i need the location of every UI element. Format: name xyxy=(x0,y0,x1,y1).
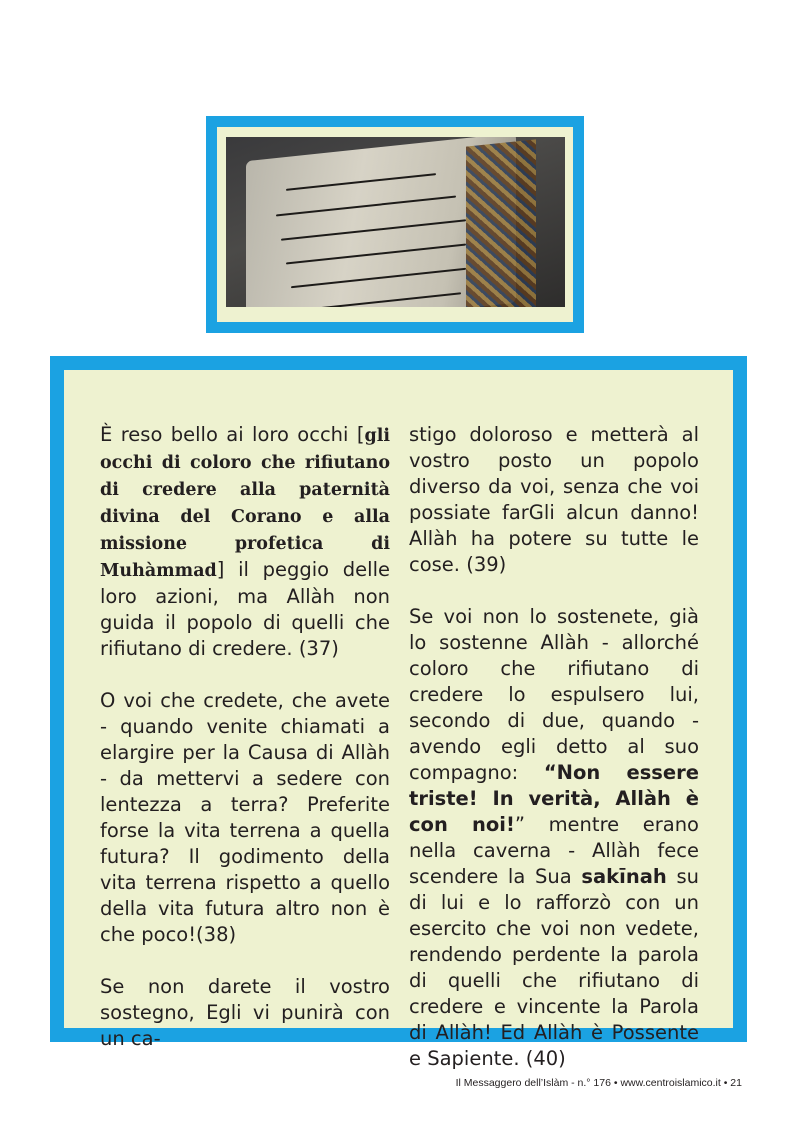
left-column xyxy=(100,422,390,1078)
verse-37-text: È reso bello ai loro occhi [ xyxy=(100,423,365,446)
illuminated-border xyxy=(466,139,536,307)
verse-39-end: stigo doloroso e metterà al vostro posto un popolo diverso da voi, senza che voi possiate farGli alcun danno! Allàh ha potere su tutte le cose. (39) xyxy=(409,423,699,576)
verse-40 xyxy=(409,604,699,1072)
text-panel xyxy=(64,370,733,1070)
verse-39-start: Se non darete il vostro sostegno, Egli vi punirà con un ca- xyxy=(100,975,390,1050)
verse-37-commentary: gli occhi di coloro che rifiutano di credere alla paternità divina del Corano e alla missione profetica di Muhàmmad xyxy=(100,426,390,581)
verse-37 xyxy=(100,422,390,662)
verse-40-text-end: su di lui e lo rafforzò con un esercito che voi non vedete, rendendo perdente la parola di quelli che rifiutano di credere e vincente la Parola di Allàh! Ed Allàh è Possente e Sapiente. (40) xyxy=(409,865,699,1070)
page-footer: Il Messaggero dell’Islàm - n.° 176 • www.centroislamico.it • 21 xyxy=(455,1077,742,1089)
verse-37-text-end: ] il peggio delle loro azioni, ma Allàh non guida il popolo di quelli che rifiutano di credere. (37) xyxy=(100,558,390,660)
verse-40-text-mid: ” mentre erano nella caverna - Allàh fece scendere la Sua xyxy=(409,813,699,888)
text-frame xyxy=(50,356,747,1070)
verse-38: O voi che credete, che avete - quando venite chiamati a elargire per la Causa di Allàh - da mettervi a sedere con lentezza a terra? Preferite forse la vita terrena a quella futura? Il godimento della vita terrena rispetto a quello della vita futura altro non è che poco!(38) xyxy=(100,689,390,946)
photo-frame xyxy=(206,116,584,333)
verse-40-text: Se voi non lo sostenete, già lo sostenne Allàh - allorché coloro che rifiutano di credere lo espulsero lui, secondo di due, quando - avendo egli detto al suo compagno: xyxy=(409,605,699,784)
verse-40-term: sakīnah xyxy=(581,865,667,888)
verse-40-quote: “Non essere triste! In verità, Allàh è con noi! xyxy=(409,761,699,836)
right-column xyxy=(409,422,699,1098)
photo-mat xyxy=(217,127,573,322)
quran-manuscript-image xyxy=(226,137,565,307)
